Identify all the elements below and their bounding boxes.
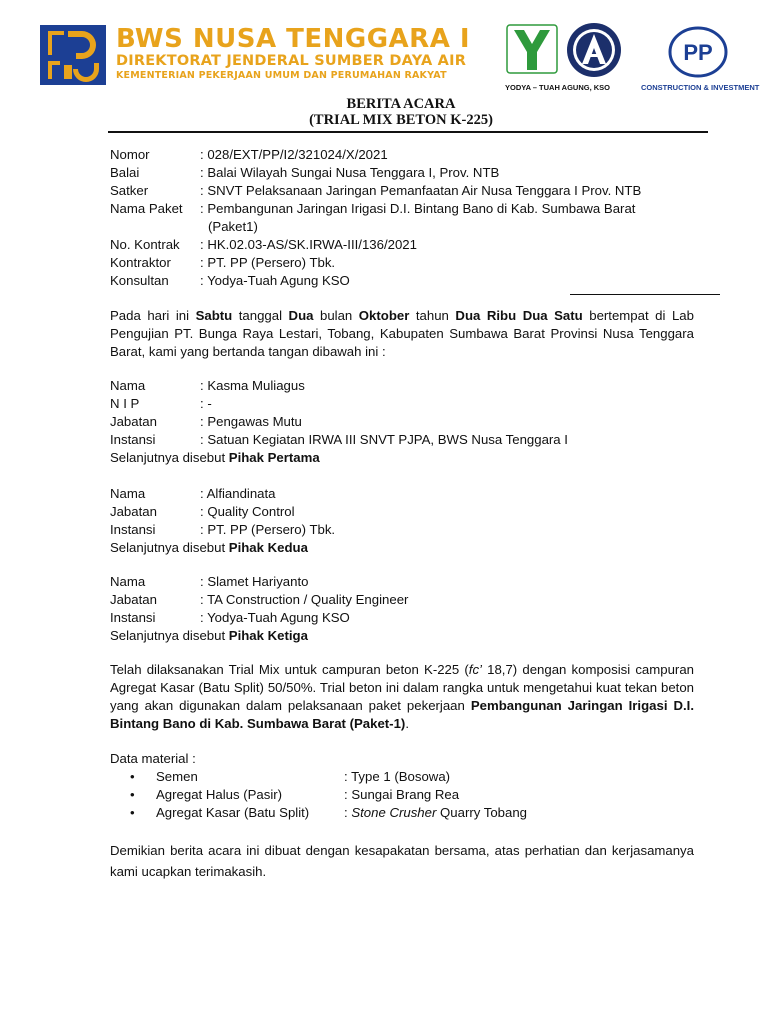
party2-row-nama: Nama : Alfiandinata (110, 486, 276, 501)
party3-row-instansi: Instansi : Yodya-Tuah Agung KSO (110, 610, 350, 625)
closing-paragraph: Demikian berita acara ini dibuat dengan kesapakatan bersama, atas perhatian dan kerjasamanya kami ucapkan terimakasih. (110, 843, 694, 879)
party3-row-jabatan: Jabatan : TA Construction / Quality Engineer (110, 592, 409, 607)
party2-reference: Selanjutnya disebut Pihak Kedua (110, 540, 308, 555)
info-value-continuation: (Paket1) (208, 219, 258, 234)
materials-heading: Data material : (110, 751, 196, 766)
info-row-nama-paket-cont (110, 218, 258, 236)
tuah-agung-logo (566, 22, 622, 78)
consultant-caption: YODYA – TUAH AGUNG, KSO (505, 83, 611, 92)
info-value: : Balai Wilayah Sungai Nusa Tenggara I, Prov. NTB (200, 165, 500, 180)
pp-logo-text: PP (683, 40, 713, 65)
info-row-satker (110, 182, 641, 200)
yodya-logo (506, 24, 558, 74)
material-item: • Semen : Type 1 (Bosowa) (130, 769, 451, 784)
info-label: No. Kontrak (110, 237, 180, 252)
info-row-balai (110, 164, 499, 182)
info-value: : HK.02.03-AS/SK.IRWA-III/136/2021 (200, 237, 417, 252)
info-value: : SNVT Pelaksanaan Jaringan Pemanfaatan Air Nusa Tenggara I Prov. NTB (200, 183, 642, 198)
material-item: • Agregat Halus (Pasir) : Sungai Brang Rea (130, 787, 460, 802)
bullet: • (130, 769, 135, 784)
info-row-kontraktor (110, 254, 335, 272)
year: Dua Ribu Dua Satu (455, 308, 583, 323)
contractor-caption: CONSTRUCTION & INVESTMENT (641, 83, 760, 92)
party2-row-jabatan: Jabatan : Quality Control (110, 504, 295, 519)
info-label: Nomor (110, 147, 150, 162)
party2-row-instansi: Instansi : PT. PP (Persero) Tbk. (110, 522, 336, 537)
info-label: Kontraktor (110, 255, 171, 270)
party1-row-nama: Nama : Kasma Muliagus (110, 378, 305, 393)
info-value: : Yodya-Tuah Agung KSO (200, 273, 350, 288)
fc-symbol: fc’ (468, 662, 482, 677)
org-ministry: KEMENTERIAN PEKERJAAN UMUM DAN PERUMAHAN RAKYAT (116, 70, 447, 81)
info-label: Nama Paket (110, 201, 183, 216)
month: Oktober (358, 308, 410, 323)
opening-paragraph: Pada hari ini Sabtu tanggal Dua bulan Oktober tahun Dua Ribu Dua Satu bertempat di Lab Pengujian PT. Bunga Raya Lestari, Tobang, Kabupaten Sumbawa Barat Provinsi Nusa Tenggara Barat, kami yang bertanda tangan dibawah ini : (110, 308, 694, 359)
pp-logo (666, 26, 730, 78)
package-name: Pembangunan Jaringan Irigasi D.I. Bintang Bano di Kab. Sumbawa Barat (Paket-1) (110, 698, 694, 731)
org-title: BWS NUSA TENGGARA I (116, 24, 471, 54)
party1-reference: Selanjutnya disebut Pihak Pertama (110, 450, 320, 465)
info-row-konsultan (110, 272, 350, 290)
party2-name: Pihak Kedua (228, 540, 308, 555)
document-title (0, 96, 768, 128)
info-row-nomor (110, 146, 388, 164)
info-row-nama-paket (110, 200, 635, 218)
title-divider (108, 131, 708, 133)
party1-row-nip: N I P : - (110, 396, 212, 411)
bullet: • (130, 787, 135, 802)
date: Dua (288, 308, 314, 323)
title-line-1: BERITA ACARA (346, 96, 456, 112)
party3-row-nama: Nama : Slamet Hariyanto (110, 574, 309, 589)
party3-name: Pihak Ketiga (228, 628, 308, 643)
info-label: Balai (110, 165, 140, 180)
info-divider (570, 294, 720, 295)
pu-ministry-logo (40, 25, 106, 85)
trial-mix-paragraph: Telah dilaksanakan Trial Mix untuk campuran beton K-225 (fc’ 18,7) dengan komposisi campuran Agregat Kasar (Batu Split) 50/50%. Trial beton ini dalam rangka untuk mengetahui kuat tekan beton yang akan digunakan dalam pelaksanaan paket pekerjaan Pembangunan Jaringan Irigasi D.I. Bintang Bano di Kab. Sumbawa Barat (Paket-1). (110, 662, 694, 731)
info-value: : 028/EXT/PP/I2/321024/X/2021 (200, 147, 388, 162)
info-row-no-kontrak (110, 236, 417, 254)
info-value: : PT. PP (Persero) Tbk. (200, 255, 336, 270)
org-directorate: DIREKTORAT JENDERAL SUMBER DAYA AIR (116, 53, 467, 69)
title-line-2: (TRIAL MIX BETON K-225) (309, 112, 493, 128)
info-label: Satker (110, 183, 149, 198)
party1-row-jabatan: Jabatan : Pengawas Mutu (110, 414, 302, 429)
info-value: : Pembangunan Jaringan Irigasi D.I. Bintang Bano di Kab. Sumbawa Barat (200, 201, 636, 216)
bullet: • (130, 805, 135, 820)
party3-reference: Selanjutnya disebut Pihak Ketiga (110, 628, 308, 643)
party1-row-instansi: Instansi : Satuan Kegiatan IRWA III SNVT PJPA, BWS Nusa Tenggara I (110, 432, 568, 447)
party1-name: Pihak Pertama (228, 450, 320, 465)
day: Sabtu (195, 308, 233, 323)
info-label: Konsultan (110, 273, 169, 288)
material-item: • Agregat Kasar (Batu Split) : Stone Crusher Quarry Tobang (130, 805, 528, 820)
